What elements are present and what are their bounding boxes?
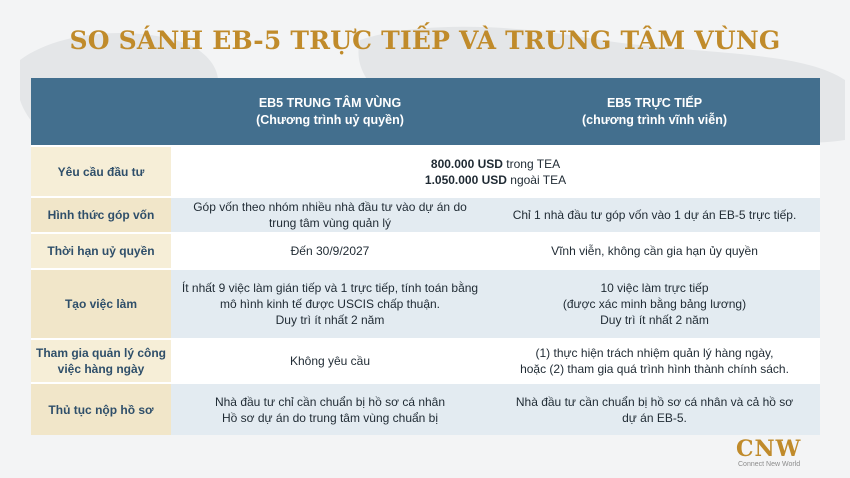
row-label-authorization: Thời hạn uỷ quyền xyxy=(31,233,171,269)
jobs-regional-line-2: mô hình kinh tế được USCIS chấp thuận. xyxy=(219,297,441,311)
logo-text: CNW xyxy=(736,436,802,462)
authorization-direct-cell: Vĩnh viễn, không cần gia hạn ủy quyền xyxy=(489,233,820,269)
management-direct-line-2: hoặc (2) tham gia quá trình hình thành chính sách. xyxy=(520,362,789,376)
filing-regional-line-2: Hồ sơ dự án do trung tâm vùng chuẩn bị xyxy=(221,410,439,425)
investment-line-tea xyxy=(177,156,814,172)
cnw-logo xyxy=(736,436,818,472)
jobs-regional-cell xyxy=(171,269,489,339)
header-direct-title: EB5 TRỰC TIẾP xyxy=(606,95,703,110)
row-label-management: Tham gia quản lý công việc hàng ngày xyxy=(31,339,171,383)
management-direct-line-1: (1) thực hiện trách nhiệm quản lý hàng ngày, xyxy=(535,346,774,360)
authorization-regional-cell: Đến 30/9/2027 xyxy=(171,233,489,269)
header-direct-subtitle: (chương trình vĩnh viễn) xyxy=(581,112,728,127)
filing-regional-line-1: Nhà đầu tư chỉ cần chuẩn bị hồ sơ cá nhân xyxy=(214,394,446,409)
row-label-jobs: Tạo việc làm xyxy=(31,269,171,339)
table-row-contribution xyxy=(31,197,820,233)
jobs-direct-line-3: Duy trì ít nhất 2 năm xyxy=(600,313,709,327)
contribution-regional-cell: Góp vốn theo nhóm nhiều nhà đầu tư vào dự án do trung tâm vùng quản lý xyxy=(171,197,489,233)
table-row-filing xyxy=(31,383,820,435)
filing-direct-cell: Nhà đầu tư cần chuẩn bị hồ sơ cá nhân và cả hồ sơ dự án EB-5. xyxy=(489,383,820,435)
table-row-management xyxy=(31,339,820,383)
table-header-row xyxy=(31,78,820,146)
filing-regional-cell xyxy=(171,383,489,435)
row-label-filing: Thủ tục nộp hồ sơ xyxy=(31,383,171,435)
contribution-direct-cell: Chỉ 1 nhà đầu tư góp vốn vào 1 dự án EB-5 trực tiếp. xyxy=(489,197,820,233)
investment-requirement-cell xyxy=(171,146,820,197)
header-regional-title: EB5 TRUNG TÂM VÙNG xyxy=(258,95,402,110)
table-row-jobs xyxy=(31,269,820,339)
table-row-investment xyxy=(31,146,820,197)
header-regional-subtitle: (Chương trình uỷ quyền) xyxy=(256,112,404,127)
investment-amount-non-tea: 1.050.000 USD xyxy=(424,172,507,187)
jobs-direct-cell xyxy=(489,269,820,339)
header-direct xyxy=(489,78,820,146)
logo-tagline: Connect New World xyxy=(738,461,801,468)
investment-amount-tea: 800.000 USD xyxy=(430,156,503,171)
investment-line-non-tea xyxy=(177,172,814,188)
header-regional-center xyxy=(171,78,489,146)
row-label-contribution: Hình thức góp vốn xyxy=(31,197,171,233)
jobs-direct-line-1: 10 việc làm trực tiếp xyxy=(600,281,709,295)
header-empty-cell xyxy=(31,78,171,146)
jobs-direct-line-2: (được xác minh bằng bảng lương) xyxy=(562,297,747,311)
management-regional-cell: Không yêu cầu xyxy=(171,339,489,383)
comparison-table xyxy=(31,78,820,435)
row-label-investment: Yêu cầu đầu tư xyxy=(31,146,171,197)
table-row-authorization xyxy=(31,233,820,269)
jobs-regional-line-1: Ít nhất 9 việc làm gián tiếp và 1 trực tiếp, tính toán bằng xyxy=(181,281,479,295)
investment-tea-text: trong TEA xyxy=(502,156,561,171)
page-title: SO SÁNH EB-5 TRỰC TIẾP VÀ TRUNG TÂM VÙNG xyxy=(69,26,781,55)
investment-non-tea-text: ngoài TEA xyxy=(506,172,567,187)
jobs-regional-line-3: Duy trì ít nhất 2 năm xyxy=(275,313,385,327)
management-direct-cell xyxy=(489,339,820,383)
